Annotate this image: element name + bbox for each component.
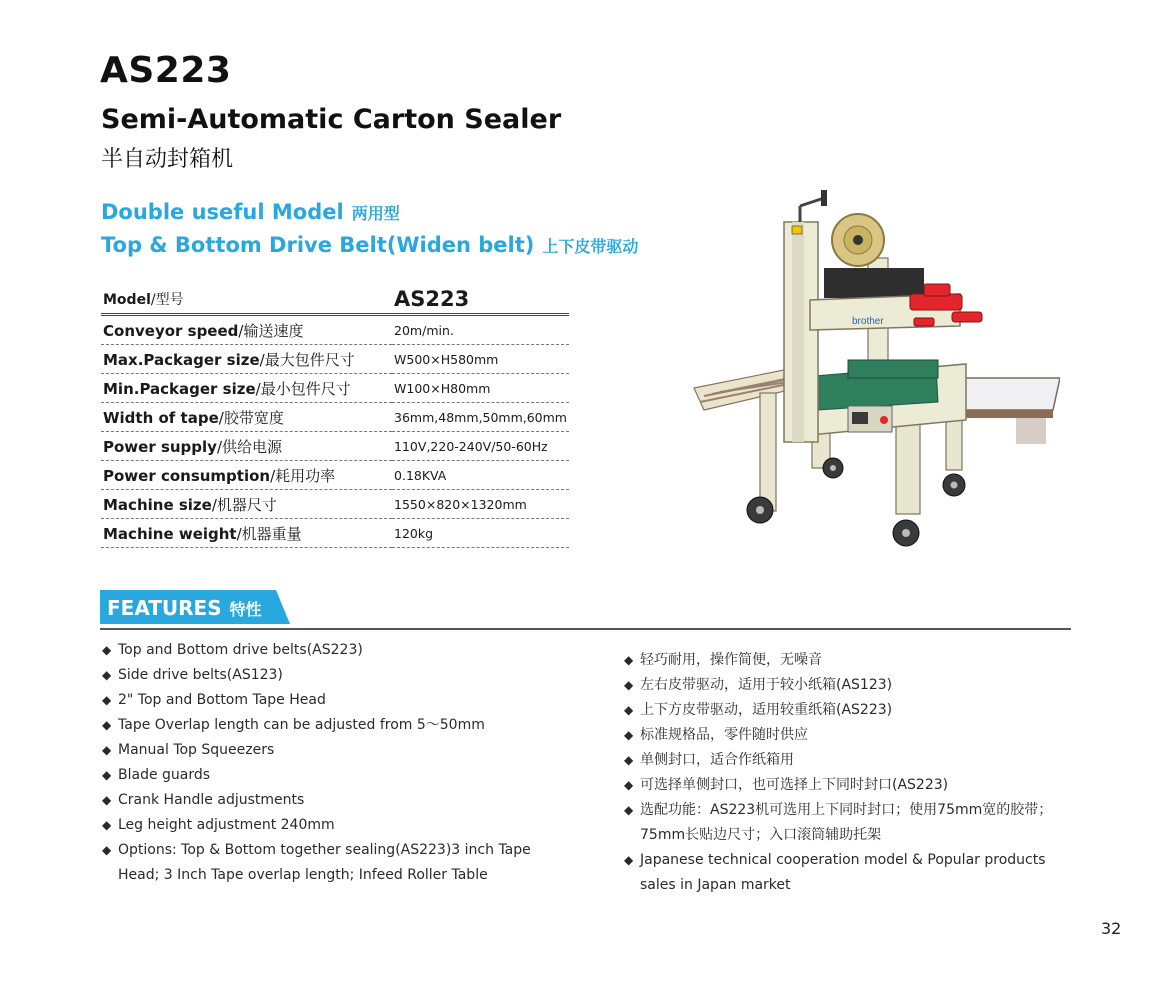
spec-key-en: Machine weight [103, 524, 237, 543]
spec-key-en: Min.Packager size [103, 379, 256, 398]
tagline-model-type [101, 200, 400, 224]
spec-key-cn: /耗用功率 [270, 466, 336, 485]
feature-item [102, 713, 532, 738]
diamond-bullet-icon: ◆ [102, 693, 112, 707]
diamond-bullet-icon: ◆ [102, 668, 112, 682]
diamond-bullet-icon: ◆ [102, 843, 112, 857]
spec-value: 1550×820×1320mm [392, 490, 569, 519]
spec-row [101, 461, 569, 490]
feature-text: Side drive belts(AS123) [118, 667, 283, 683]
feature-item [624, 773, 1094, 798]
feature-item [624, 848, 1094, 873]
feature-text: Japanese technical cooperation model & Popular products [640, 852, 1046, 868]
spec-row [101, 432, 569, 461]
spec-value: 20m/min. [392, 315, 569, 345]
features-divider [100, 628, 1071, 630]
spec-value: 36mm,48mm,50mm,60mm [392, 403, 569, 432]
feature-item [102, 838, 532, 863]
features-heading [107, 596, 262, 620]
feature-item [624, 748, 1094, 773]
feature-item-continuation [102, 863, 532, 888]
feature-item [102, 688, 532, 713]
spec-key-en: Power supply [103, 437, 217, 456]
diamond-bullet-icon: ◆ [102, 718, 112, 732]
spec-value: W100×H80mm [392, 374, 569, 403]
diamond-bullet-icon: ◆ [102, 818, 112, 832]
diamond-bullet-icon: ◆ [624, 703, 634, 717]
spec-key [101, 403, 392, 432]
spec-row [101, 403, 569, 432]
carton-sealer-machine-image [688, 188, 1060, 558]
diamond-bullet-icon: ◆ [624, 853, 634, 867]
spec-key-cn: /最小包件尺寸 [255, 379, 351, 398]
feature-item [102, 638, 532, 663]
spec-key-cn: /机器尺寸 [211, 495, 277, 514]
tagline-drive-belt-en: Top & Bottom Drive Belt(Widen belt) [101, 233, 535, 257]
feature-item [624, 648, 1094, 673]
spec-key [101, 519, 392, 548]
feature-text: Tape Overlap length can be adjusted from 5～50mm [118, 717, 485, 733]
product-title-cn: 半自动封箱机 [101, 147, 234, 172]
spec-header-value: AS223 [392, 285, 569, 315]
diamond-bullet-icon: ◆ [102, 793, 112, 807]
diamond-bullet-icon: ◆ [624, 678, 634, 692]
diamond-bullet-icon: ◆ [624, 803, 634, 817]
spec-key-en: Conveyor speed [103, 321, 239, 340]
feature-text: Options: Top & Bottom together sealing(AS223)3 inch Tape [118, 842, 531, 858]
feature-item [624, 798, 1094, 823]
feature-item [102, 788, 532, 813]
feature-item-continuation [624, 873, 1094, 898]
spec-key-cn: /输送速度 [238, 321, 304, 340]
features-heading-en: FEATURES [107, 596, 222, 620]
spec-key [101, 345, 392, 374]
spec-key [101, 374, 392, 403]
spec-value: 0.18KVA [392, 461, 569, 490]
spec-key-cn: /最大包件尺寸 [259, 350, 355, 369]
spec-header-row [101, 285, 569, 315]
tagline-drive-belt-cn: 上下皮带驱动 [542, 237, 639, 256]
spec-key [101, 490, 392, 519]
model-title: AS223 [100, 50, 232, 91]
diamond-bullet-icon: ◆ [624, 653, 634, 667]
diamond-bullet-icon: ◆ [624, 728, 634, 742]
feature-text: 可选择单侧封口，也可选择上下同时封口(AS223) [640, 777, 949, 793]
spec-key [101, 432, 392, 461]
spec-row [101, 374, 569, 403]
tagline-drive-belt [101, 233, 638, 257]
spec-value: 110V,220-240V/50-60Hz [392, 432, 569, 461]
feature-text: 标准规格品，零件随时供应 [640, 727, 808, 743]
feature-text: Leg height adjustment 240mm [118, 817, 335, 833]
feature-item [102, 663, 532, 688]
spec-value: W500×H580mm [392, 345, 569, 374]
diamond-bullet-icon: ◆ [624, 778, 634, 792]
spec-key-en: Width of tape [103, 408, 219, 427]
feature-text: 上下方皮带驱动，适用较重纸箱(AS223) [640, 702, 893, 718]
spec-header-key-cn: /型号 [150, 292, 184, 308]
spec-key-cn: /胶带宽度 [218, 408, 284, 427]
feature-text: 左右皮带驱动，适用于较小纸箱(AS123) [640, 677, 893, 693]
feature-item-continuation [624, 823, 1094, 848]
spec-value: 120kg [392, 519, 569, 548]
feature-text: Head; 3 Inch Tape overlap length; Infeed Roller Table [118, 867, 488, 883]
spec-header-key-en: Model [103, 292, 151, 308]
spec-key [101, 461, 392, 490]
feature-text: Top and Bottom drive belts(AS223) [118, 642, 363, 658]
diamond-bullet-icon: ◆ [102, 643, 112, 657]
spec-key [101, 315, 392, 345]
tagline-model-type-en: Double useful Model [101, 200, 344, 224]
diamond-bullet-icon: ◆ [624, 753, 634, 767]
features-list-cn [624, 648, 1094, 898]
feature-text: Blade guards [118, 767, 211, 783]
spec-key-cn: /机器重量 [236, 524, 302, 543]
feature-text: 2" Top and Bottom Tape Head [118, 692, 326, 708]
spec-key-cn: /供给电源 [216, 437, 283, 456]
feature-item [102, 813, 532, 838]
spec-header-key [101, 285, 392, 315]
features-list-en [102, 638, 532, 888]
feature-text: 选配功能：AS223机可选用上下同时封口；使用75mm宽的胶带； [640, 802, 1053, 818]
spec-row [101, 315, 569, 345]
tagline-model-type-cn: 两用型 [351, 204, 400, 223]
feature-item [624, 723, 1094, 748]
page-number: 32 [1101, 919, 1122, 938]
spec-key-en: Max.Packager size [103, 350, 260, 369]
spec-table [101, 285, 569, 548]
diamond-bullet-icon: ◆ [102, 768, 112, 782]
feature-item [102, 763, 532, 788]
feature-text: 单侧封口，适合作纸箱用 [640, 752, 794, 768]
feature-text: 75mm长贴边尺寸；入口滚筒辅助托架 [640, 827, 882, 843]
feature-text: sales in Japan market [640, 877, 791, 893]
product-title-en: Semi-Automatic Carton Sealer [101, 104, 562, 135]
feature-item [102, 738, 532, 763]
spec-key-en: Machine size [103, 495, 212, 514]
feature-item [624, 673, 1094, 698]
spec-key-en: Power consumption [103, 466, 271, 485]
spec-row [101, 490, 569, 519]
feature-text: Manual Top Squeezers [118, 742, 275, 758]
spec-row [101, 519, 569, 548]
diamond-bullet-icon: ◆ [102, 743, 112, 757]
feature-item [624, 698, 1094, 723]
feature-text: 轻巧耐用，操作简便，无噪音 [640, 652, 822, 668]
spec-row [101, 345, 569, 374]
brand-label: brother [852, 316, 884, 327]
features-heading-cn: 特性 [229, 600, 262, 619]
feature-text: Crank Handle adjustments [118, 792, 305, 808]
